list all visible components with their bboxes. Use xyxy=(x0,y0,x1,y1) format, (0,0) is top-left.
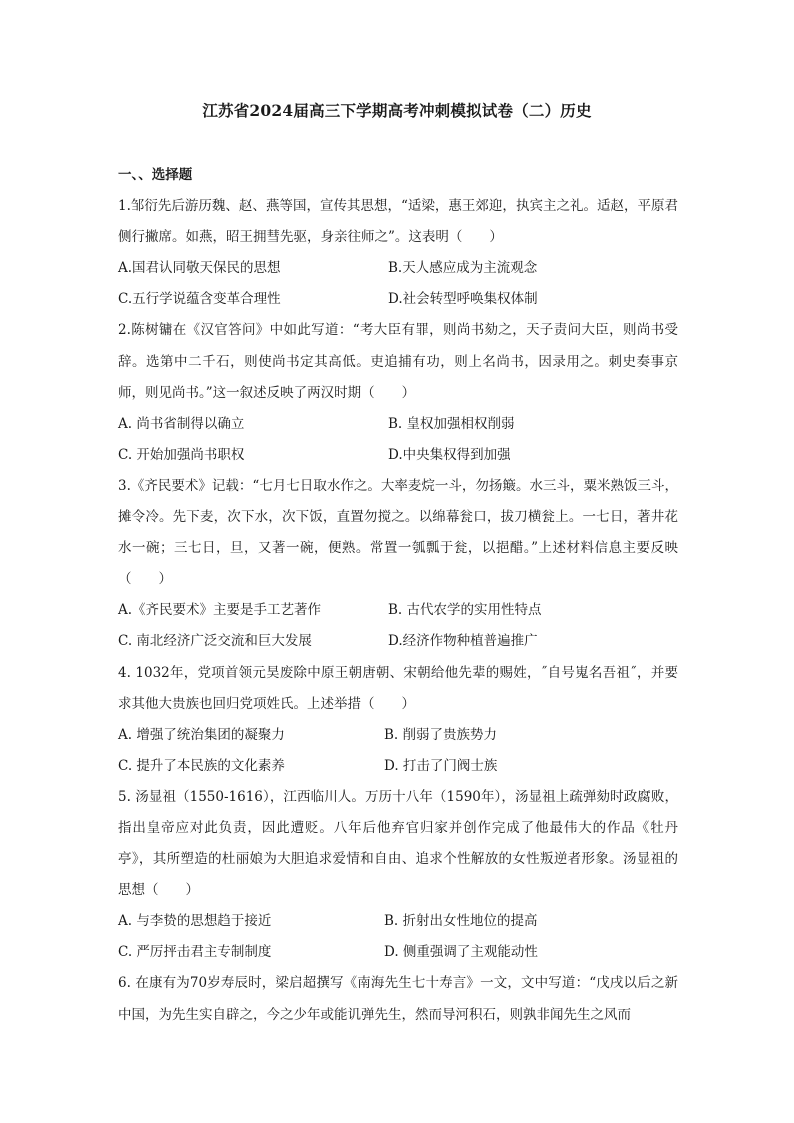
option-b: B. 皇权加强相权削弱 xyxy=(388,415,515,432)
option-b: B. 削弱了贵族势力 xyxy=(384,726,498,743)
option-c: C. 开始加强尚书职权 xyxy=(118,446,245,463)
option-d: D. 打击了门阀士族 xyxy=(384,757,498,774)
option-grid xyxy=(118,409,678,471)
exam-title: 江苏省2024届高三下学期高考冲刺模拟试卷（二）历史 xyxy=(202,101,592,120)
question-6 xyxy=(118,968,678,1030)
option-grid xyxy=(118,595,678,657)
option-a: A. 增强了统治集团的凝聚力 xyxy=(118,726,285,743)
question-1 xyxy=(118,191,678,315)
question-stem: 3.《齐民要术》记载：“七月七日取水作之。大率麦烷一斗，勿扬簸。水三斗，粟米熟饭三斗，摊令冷。先下麦，次下水，次下饭，直置勿搅之。以绵幕瓮口，拔刀横瓮上。一七日，著井花水一碗；三七日，旦，又著一碗，便熟。常置一瓠瓢于瓮，以挹醋。”上述材料信息主要反映（ ） xyxy=(118,477,678,588)
question-4 xyxy=(118,658,678,782)
question-stem: 5. 汤显祖（1550-1616），江西临川人。万历十八年（1590年），汤显祖上疏弹劾时政腐败，指出皇帝应对此负责，因此遭贬。八年后他弃官归家并创作完成了他最伟大的作品《牡丹亭》，其所塑造的杜丽娘为大胆追求爱情和自由、追求个性解放的女性叛逆者形象。汤显祖的思想（ ） xyxy=(118,788,678,899)
section-heading: 一、、选择题 xyxy=(118,167,193,183)
option-a: A.国君认同敬天保民的思想 xyxy=(118,260,281,277)
question-5 xyxy=(118,782,678,969)
option-c: C. 南北经济广泛交流和巨大发展 xyxy=(118,633,312,650)
option-c: C. 提升了本民族的文化素养 xyxy=(118,757,285,774)
option-a: A.《齐民要术》主要是手工艺著作 xyxy=(118,602,322,619)
option-a: A. 尚书省制得以确立 xyxy=(118,415,245,432)
option-c: C.五行学说蕴含变革合理性 xyxy=(118,291,281,308)
question-stem: 4. 1032年，党项首领元昊废除中原王朝唐朝、宋朝给他先辈的赐姓，˝自号嵬名吾祖˝，并要求其他大贵族也回归党项姓氏。上述举措（ ） xyxy=(118,664,678,712)
question-stem: 1.邹衍先后游历魏、赵、燕等国，宣传其思想，“适梁，惠王郊迎，执宾主之礼。适赵，平原君侧行撇席。如燕，昭王拥彗先驱，身亲往师之”。这表明（ ） xyxy=(118,198,678,246)
option-b: B.天人感应成为主流观念 xyxy=(388,260,538,277)
question-stem: 2.陈树镛在《汉官答问》中如此写道：“考大臣有罪，则尚书劾之，天子责问大臣，则尚书受辞。选第中二千石，则使尚书定其高低。吏追捕有功，则上名尚书，因录用之。刺史奏事京师，则见尚书。”这一叙述反映了两汉时期（ ） xyxy=(118,322,678,401)
option-d: D.社会转型呼唤集权体制 xyxy=(388,291,538,308)
option-b: B. 折射出女性地位的提高 xyxy=(384,913,538,930)
option-c: C. 严厉抨击君主专制制度 xyxy=(118,944,272,961)
option-grid xyxy=(118,253,678,315)
option-b: B. 古代农学的实用性特点 xyxy=(388,602,542,619)
exam-content xyxy=(118,160,678,1031)
option-grid xyxy=(118,720,678,782)
option-grid xyxy=(118,906,678,968)
question-stem: 6. 在康有为70岁寿辰时，梁启超撰写《南海先生七十寿言》一文，文中写道：“戊戌以后之新中国，为先生实自辟之，今之少年或能讥弹先生，然而导河积石，则孰非闻先生之风而 xyxy=(118,975,678,1023)
option-d: D.经济作物种植普遍推广 xyxy=(388,633,538,650)
question-3 xyxy=(118,471,678,658)
option-d: D. 侧重强调了主观能动性 xyxy=(384,944,538,961)
question-2 xyxy=(118,315,678,470)
option-d: D.中央集权得到加强 xyxy=(388,446,511,463)
option-a: A. 与李贽的思想趋于接近 xyxy=(118,913,272,930)
